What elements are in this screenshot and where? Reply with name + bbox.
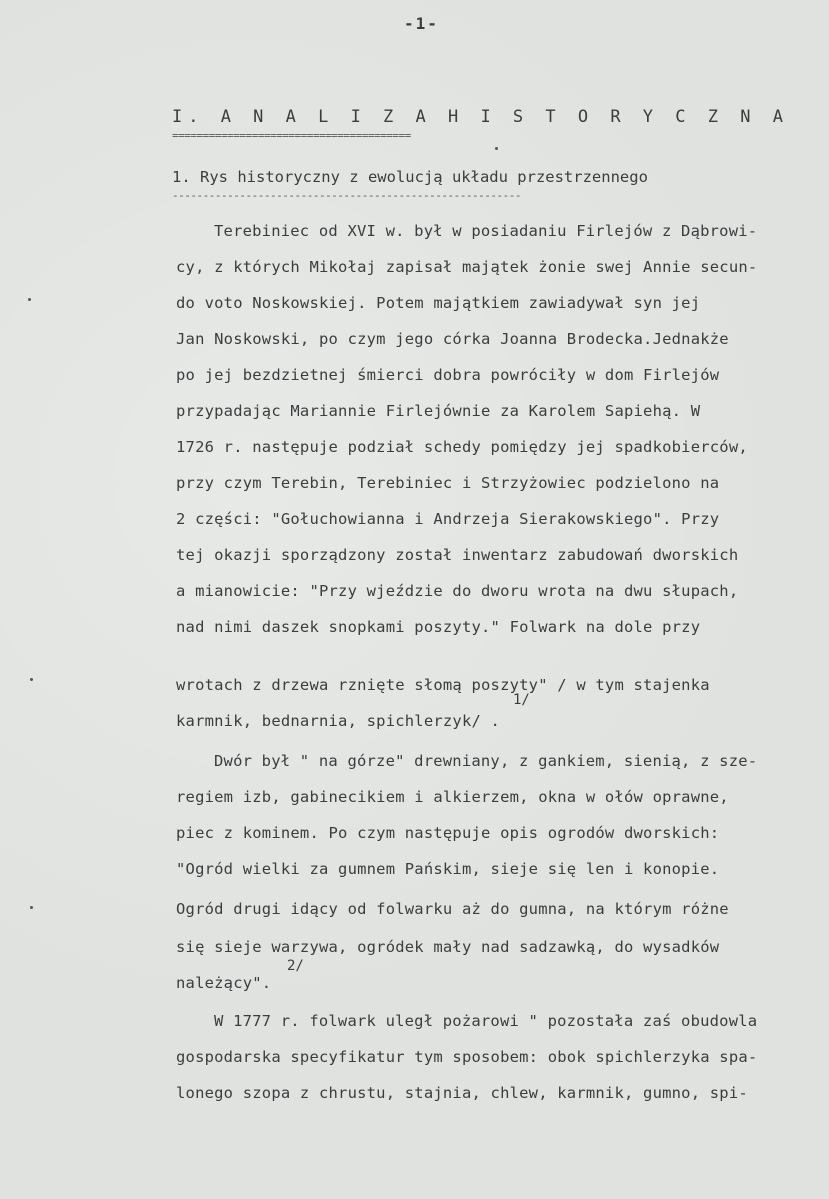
footnote-marker: 1/ <box>513 692 530 708</box>
body-line: Dwór był " na górze" drewniany, z gankiem, sienią, z sze- <box>214 752 758 770</box>
body-line: piec z kominem. Po czym następuje opis ogrodów dworskich: <box>176 824 720 842</box>
body-line: nad nimi daszek snopkami poszyty." Folwark na dole przy <box>176 618 701 636</box>
body-line: przy czym Terebin, Terebiniec i Strzyżowiec podzielono na <box>176 474 720 492</box>
body-line: tej okazji sporządzony został inwentarz zabudowań dworskich <box>176 546 739 564</box>
body-line: się sieje warzywa, ogródek mały nad sadzawką, do wysadków <box>176 938 720 956</box>
margin-speck <box>28 298 31 301</box>
body-line: Terebiniec od XVI w. był w posiadaniu Firlejów z Dąbrowi- <box>214 222 758 240</box>
body-line: regiem izb, gabinecikiem i alkierzem, okna w ołów oprawne, <box>176 788 729 806</box>
body-line: karmnik, bednarnia, spichlerzyk/ . <box>176 712 501 730</box>
body-line: do voto Noskowskiej. Potem majątkiem zawiadywał syn jej <box>176 294 701 312</box>
body-line: należący". <box>176 974 272 992</box>
body-line: W 1777 r. folwark uległ pożarowi " pozostała zaś obudowla <box>214 1012 758 1030</box>
section-heading: I. A N A L I Z A H I S T O R Y C Z N A <box>172 107 789 127</box>
margin-speck <box>30 906 33 909</box>
body-line: "Ogród wielki za gumnem Pańskim, sieje się len i konopie. <box>176 860 720 878</box>
body-line: cy, z których Mikołaj zapisał majątek żonie swej Annie secun- <box>176 258 758 276</box>
page-number: -1- <box>404 14 439 33</box>
paper-speck <box>495 147 498 150</box>
body-line: Ogród drugi idący od folwarku aż do gumna, na którym różne <box>176 900 729 918</box>
body-line: 1726 r. następuje podział schedy pomiędzy jej spadkobierców, <box>176 438 748 456</box>
body-line: przypadając Mariannie Firlejównie za Karolem Sapiehą. W <box>176 402 701 420</box>
body-line: wrotach z drzewa rznięte słomą poszyty" / w tym stajenka <box>176 676 710 694</box>
heading-underline: ======================================= <box>172 129 411 142</box>
body-line: lonego szopa z chrustu, stajnia, chlew, karmnik, gumno, spi- <box>176 1084 748 1102</box>
body-line: Jan Noskowski, po czym jego córka Joanna Brodecka.Jednakże <box>176 330 729 348</box>
margin-speck <box>30 678 33 681</box>
body-line: po jej bezdzietnej śmierci dobra powróciły w dom Firlejów <box>176 366 720 384</box>
body-line: a mianowicie: "Przy wjeździe do dworu wrota na dwu słupach, <box>176 582 739 600</box>
body-line: gospodarska specyfikatur tym sposobem: obok spichlerzyka spa- <box>176 1048 758 1066</box>
subheading-underline: --------------------------------------------------------- <box>172 189 521 202</box>
subsection-heading: 1. Rys historyczny z ewolucją układu przestrzennego <box>172 168 648 186</box>
body-line: 2 części: "Gołuchowianna i Andrzeja Sierakowskiego". Przy <box>176 510 720 528</box>
footnote-marker: 2/ <box>287 958 304 974</box>
